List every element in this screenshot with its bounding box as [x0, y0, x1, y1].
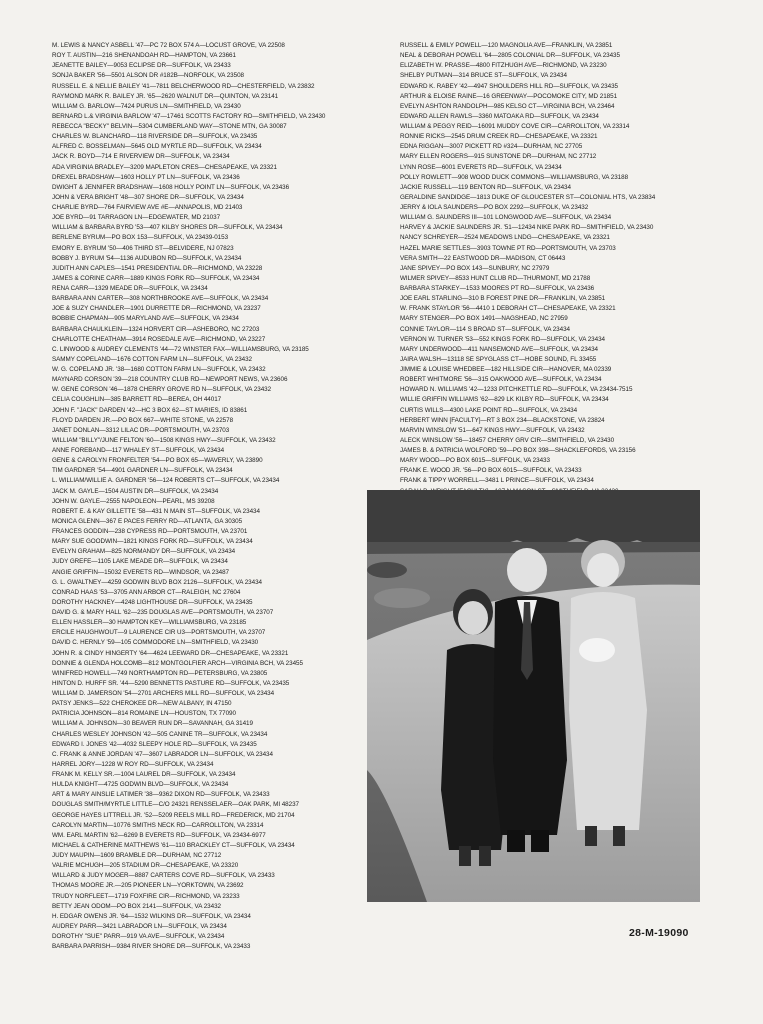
directory-entry: FLOYD DARDEN JR.—PO BOX 667—WHITE STONE, VA 22578: [52, 416, 234, 424]
directory-entry: EDNA RIGGAN—3007 PICKETT RD #324—DURHAM, NC 27705: [400, 143, 583, 151]
directory-entry: DONNIE & GLENDA HOLCOMB—812 MONTGOLFIER ARCH—VIRGINIA BCH, VA 23455: [52, 659, 303, 667]
directory-entry: CONNIE TAYLOR—114 S BROAD ST—SUFFOLK, VA 23434: [400, 325, 570, 333]
directory-entry: JUDITH ANN CAPLES—1541 PRESIDENTIAL DR—RICHMOND, VA 23228: [52, 264, 263, 272]
directory-entry: MARY UNDERWOOD—411 NANSEMOND AVE—SUFFOLK, VA 23434: [400, 345, 599, 353]
directory-entry: ELIZABETH W. PRASSE—4800 FITZHUGH AVE—RICHMOND, VA 23230: [400, 62, 607, 70]
directory-entry: JOE BYRD—91 TARRAGON LN—EDGEWATER, MD 21037: [52, 214, 221, 222]
directory-entry: MONICA GLENN—367 E PACES FERRY RD—ATLANTA, GA 30305: [52, 517, 243, 525]
directory-entry: BERNARD L.& VIRGINIA BARLOW '47—17461 SCOTTS FACTORY RD—SMITHFIELD, VA 23430: [52, 112, 326, 120]
directory-entry: TIM GARDNER '54—4901 GARDNER LN—SUFFOLK, VA 23434: [52, 467, 233, 475]
directory-entry: C. LINWOOD & AUDREY CLEMENTS '44—72 WINSTER FAX—WILLIAMSBURG, VA 23185: [52, 345, 309, 353]
directory-entry: MARY ELLEN ROGERS—915 SUNSTONE DR—DURHAM, NC 27712: [400, 153, 597, 161]
directory-entry: JIMMIE & LOUISE WHEDBEE—182 HILLSIDE CIR—HANOVER, MA 02339: [400, 366, 612, 373]
directory-entry: JUDY MAUPIN—1609 BRAMBLE DR—DURHAM, NC 27712: [52, 852, 222, 859]
directory-entry: WINIFRED HOWELL—749 NORTHAMPTON RD—PETERSBURG, VA 23805: [52, 669, 268, 677]
directory-entry: FRANK & TIPPY WORRELL—3481 L PRINCE—SUFFOLK, VA 23434: [400, 477, 594, 485]
directory-entry: ART & MARY AINSLIE LATIMER '38—9362 DIXON RD—SUFFOLK, VA 23433: [52, 791, 270, 799]
directory-entry: WM. EARL MARTIN '62—6269 B EVERETS RD—SUFFOLK, VA 23434-6977: [52, 831, 266, 839]
directory-entry: RAYMOND MARK R. BAILEY JR. '65—2620 WALNUT DR—QUINTON, VA 23141: [52, 92, 279, 100]
directory-entry: EMORY E. BYRUM '50—406 THIRD ST—BELVIDERE, NJ 07823: [52, 244, 234, 252]
directory-entry: ROY T. AUSTIN—216 SHENANDOAH RD—HAMPTON, VA 23661: [52, 52, 236, 60]
directory-entry: RENA CARR—1329 MEADE DR—SUFFOLK, VA 23434: [52, 285, 208, 292]
directory-entry: SHELBY PUTMAN—314 BRUCE ST—SUFFOLK, VA 23434: [400, 72, 567, 80]
directory-entry: ERCILE HAUGHWOUT—9 LAURENCE CIR U3—PORTSMOUTH, VA 23707: [52, 629, 266, 637]
directory-entry: JEANETTE BAILEY—9053 ECLIPSE DR—SUFFOLK, VA 23433: [52, 62, 231, 70]
directory-entry: JOHN W. GAYLE—2555 NAPOLEON—PEARL, MS 39208: [52, 497, 215, 505]
directory-entry: DREXEL BRADSHAW—1603 HOLLY PT LN—SUFFOLK, VA 23436: [52, 173, 240, 181]
directory-entry: JUDY GREFE—1105 LAKE MEADE DR—SUFFOLK, VA 23434: [52, 558, 228, 566]
directory-entry: WILLIAM "BILLY"/JUNE FELTON '60—1508 KINGS HWY—SUFFOLK, VA 23432: [52, 436, 276, 444]
directory-entry: W. G. COPELAND JR. '38—1680 COTTON FARM LN—SUFFOLK, VA 23432: [52, 366, 266, 373]
directory-entry: JOE & SUZY CHANDLER—1901 DURRETTE DR—RICHMOND, VA 23237: [52, 305, 261, 313]
directory-entry: WILLIAM D. JAMERSON '54—2701 ARCHERS MILL RD—SUFFOLK, VA 23434: [52, 690, 275, 697]
directory-entry: JANET DONLAN—3312 LILAC DR—PORTSMOUTH, VA 23703: [52, 426, 230, 434]
directory-entry: EDWARD ALLEN RAWLS—3360 MATOAKA RD—SUFFOLK, VA 23434: [400, 112, 599, 120]
directory-entry: CONRAD HAAS '53—3705 ANN ARBOR CT—RALEIGH, NC 27604: [52, 588, 241, 596]
directory-entry: WILLIAM G. BARLOW—7424 PURUS LN—SMITHFIELD, VA 23430: [52, 102, 241, 110]
directory-entry: JACK M. GAYLE—1504 AUSTIN DR—SUFFOLK, VA 23434: [52, 487, 219, 495]
directory-entry: CHARLES WESLEY JOHNSON '42—505 CANINE TR—SUFFOLK, VA 23434: [52, 730, 268, 738]
directory-entry: EVELYN ASHTON RANDOLPH—985 KELSO CT—VIRGINIA BCH, VA 23464: [400, 102, 615, 110]
directory-entry: HARVEY & JACKIE SAUNDERS JR. '51—12434 NIKE PARK RD—SMITHFIELD, VA 23430: [400, 224, 654, 232]
directory-entry: JOHN R. & CINDY HINGERTY '64—4624 LEEWARD DR—CHESAPEAKE, VA 23321: [52, 649, 289, 657]
directory-entry: ALECK WINSLOW '56—18457 CHERRY GRV CIR—SMITHFIELD, VA 23430: [400, 436, 615, 444]
directory-entry: MARY WOOD—PO BOX 6015—SUFFOLK, VA 23433: [400, 457, 550, 465]
directory-entry: JAMES B. & PATRICIA WOLFORD '59—PO BOX 398—SHACKLEFORDS, VA 23156: [400, 447, 636, 454]
directory-entry: GENE & CAROLYN FRONFELTER '54—PO BOX 65—WAVERLY, VA 23890: [52, 457, 263, 465]
page-code: 28-M-19090: [629, 927, 689, 939]
directory-entry: HINTON D. HURFF SR. '44—5290 BENNETTS PASTURE RD—SUFFOLK, VA 23435: [52, 679, 290, 687]
directory-entry: CHARLOTTE CHEATHAM—3914 ROSEDALE AVE—RICHMOND, VA 23227: [52, 335, 266, 343]
directory-entry: BARBARA CHAULKLEIN—1324 HORVERT CIR—ASHEBORO, NC 27203: [52, 325, 260, 333]
directory-entry: HAZEL MARIE SETTLES—3903 TOWNE PT RD—PORTSMOUTH, VA 23703: [400, 244, 616, 252]
directory-entry: L. WILLIAM/WILLIE A. GARDNER '56—124 ROBERTS CT—SUFFOLK, VA 23434: [52, 477, 280, 485]
directory-entry: SAMMY COPELAND—1676 COTTON FARM LN—SUFFOLK, VA 23432: [52, 355, 253, 363]
directory-entry: HERBERT WINN [FACULTY]—RT 3 BOX 234—BLACKSTONE, VA 23824: [400, 416, 605, 424]
directory-entry: DOUGLAS SMITH/MYRTLE LITTLE—C/O 24321 RENSSELAER—OAK PARK, MI 48237: [52, 801, 299, 809]
directory-entry: CURTIS WILLS—4300 LAKE POINT RD—SUFFOLK, VA 23434: [400, 406, 578, 414]
directory-entry: LYNN ROSE—6001 EVERETS RD—SUFFOLK, VA 23434: [400, 163, 562, 171]
directory-entry: DAVID G. & MARY HALL '62—235 DOUGLAS AVE—PORTSMOUTH, VA 23707: [52, 609, 274, 616]
directory-entry: FRANK M. KELLY SR.—1004 LAUREL DR—SUFFOLK, VA 23434: [52, 771, 236, 778]
directory-entry: ALFRED C. BOSSELMAN—5645 OLD MYRTLE RD—SUFFOLK, VA 23434: [52, 143, 262, 151]
directory-entry: BOBBY J. BYRUM '54—1136 AUDUBON RD—SUFFOLK, VA 23434: [52, 254, 242, 262]
directory-entry: EDWARD K. RABEY '42—4947 SHOULDERS HILL RD—SUFFOLK, VA 23435: [400, 82, 618, 90]
directory-entry: ELLEN HASSLER—30 HAMPTON KEY—WILLIAMSBURG, VA 23185: [52, 619, 247, 627]
group-photo: [367, 490, 700, 902]
directory-column-right: [400, 41, 732, 497]
directory-entry: JOHN & VERA BRIGHT '48—307 SHORE DR—SUFFOLK, VA 23434: [52, 193, 244, 201]
directory-entry: WILLIAM & BARBARA BYRD '53—407 KILBY SHORES DR—SUFFOLK, VA 23434: [52, 224, 283, 232]
directory-entry: WILMER SPIVEY—8533 HUNT CLUB RD—THURMONT, MD 21788: [400, 274, 591, 282]
directory-entry: AUDREY PARR—3421 LABRADOR LN—SUFFOLK, VA 23434: [52, 922, 227, 930]
directory-entry: ADA VIRGINIA BRADLEY—3209 MAPLETON CRES—CHESAPEAKE, VA 23321: [52, 163, 277, 171]
directory-entry: PATSY JENKS—522 CHEROKEE DR—NEW ALBANY, IN 47150: [52, 700, 232, 708]
directory-entry: JOE EARL STARLING—310 B FOREST PINE DR—FRANKLIN, VA 23851: [400, 295, 606, 303]
directory-entry: CELIA COUGHLIN—385 BARRETT RD—BEREA, OH 44017: [52, 396, 222, 404]
directory-entry: RONNIE RICKS—2545 DRUM CREEK RD—CHESAPEAKE, VA 23321: [400, 133, 598, 141]
directory-entry: WILLARD & JUDY MOGER—8887 CARTERS COVE RD—SUFFOLK, VA 23433: [52, 872, 275, 880]
directory-entry: TRUDY NORFLEET—1719 FOXFIRE CIR—RICHMOND, VA 23233: [52, 892, 240, 900]
directory-entry: WILLIAM A. JOHNSON—30 BEAVER RUN DR—SAVANNAH, GA 31419: [52, 720, 253, 728]
directory-entry: NANCY SCHREYER—2524 MEADOWS LNDG—CHESAPEAKE, VA 23321: [400, 234, 610, 242]
directory-entry: SONJA BAKER '56—5501 ALSON DR #182B—NORFOLK, VA 23508: [52, 72, 244, 80]
directory-entry: EDWARD I. JONES '42—4032 SLEEPY HOLE RD—SUFFOLK, VA 23435: [52, 740, 257, 748]
directory-entry: ANNE FOREBAND—117 WHALEY ST—SUFFOLK, VA 23434: [52, 447, 225, 454]
directory-entry: DAVID C. HERNLY '59—105 COMMODORE LN—SMITHFIELD, VA 23430: [52, 639, 259, 647]
directory-entry: RUSSELL E. & NELLIE BAILEY '41—7811 BELCHERWOOD RD—CHESTERFIELD, VA 23832: [52, 82, 315, 90]
directory-entry: GEORGE HAYES LITTRELL JR. '52—5209 REELS MILL RD—FREDERICK, MD 21704: [52, 811, 295, 819]
directory-entry: ROBERT E. & KAY GILLETTE '58—431 N MAIN ST—SUFFOLK, VA 23434: [52, 507, 260, 515]
directory-entry: BETTY JEAN ODOM—PO BOX 2141—SUFFOLK, VA 23432: [52, 902, 221, 910]
directory-entry: C. FRANK & ANNE JORDAN '47—3607 LABRADOR LN—SUFFOLK, VA 23434: [52, 750, 273, 758]
directory-entry: EVELYN GRAHAM—825 NORMANDY DR—SUFFOLK, VA 23434: [52, 548, 236, 556]
directory-entry: MICHAEL & CATHERINE MATTHEWS '61—110 BRACKLEY CT—SUFFOLK, VA 23434: [52, 841, 295, 849]
directory-entry: BERLENE BYRUM—PO BOX 153—SUFFOLK, VA 23439-0153: [52, 234, 229, 242]
directory-entry: ANGIE GRIFFIN—15032 EVERETS RD—WINDSOR, VA 23487: [52, 568, 229, 576]
directory-entry: ARTHUR & ELOISE RAINE—16 GREENWAY—POCOMOKE CITY, MD 21851: [400, 92, 618, 100]
directory-entry: FRANCES GODDIN—238 CYPRESS RD—PORTSMOUTH, VA 23701: [52, 528, 248, 535]
directory-entry: H. EDGAR OWENS JR. '64—1532 WILKINS DR—SUFFOLK, VA 23434: [52, 912, 251, 920]
directory-entry: DOROTHY HACKNEY—4248 LIGHTHOUSE DR—SUFFOLK, VA 23435: [52, 598, 253, 606]
directory-entry: WILLIE GRIFFIN WILLIAMS '62—829 LK KILBY RD—SUFFOLK, VA 23434: [400, 396, 609, 404]
directory-entry: RUSSELL & EMILY POWELL—120 MAGNOLIA AVE—FRANKLIN, VA 23851: [400, 42, 613, 49]
directory-entry: CHARLIE BYRD—764 FAIRVIEW AVE #E—ANNAPOLIS, MD 21403: [52, 204, 243, 211]
directory-entry: JACK R. BOYD—714 E RIVERVIEW DR—SUFFOLK, VA 23434: [52, 153, 230, 161]
directory-entry: FRANK E. WOOD JR. '56—PO BOX 6015—SUFFOLK, VA 23433: [400, 467, 582, 475]
directory-entry: GERALDINE SANDIDGE—1813 DUKE OF GLOUCESTER ST—COLONIAL HTS, VA 23834: [400, 193, 656, 201]
directory-entry: DOROTHY "SUE" PARR—919 VA AVE—SUFFOLK, VA 23434: [52, 933, 225, 940]
directory-entry: MARY SUE GOODWIN—1821 KINGS FORK RD—SUFFOLK, VA 23434: [52, 538, 253, 546]
directory-entry: HULDA KNIGHT—4725 GODWIN BLVD—SUFFOLK, VA 23434: [52, 781, 229, 789]
directory-entry: NEAL & DEBORAH POWELL '64—2805 COLONIAL DR—SUFFOLK, VA 23435: [400, 52, 620, 60]
directory-entry: G. L. GWALTNEY—4259 GODWIN BLVD BOX 2126—SUFFOLK, VA 23434: [52, 578, 262, 586]
directory-entry: JERRY & IOLA SAUNDERS—PO BOX 2292—SUFFOLK, VA 23432: [400, 204, 589, 211]
directory-entry: MARVIN WINSLOW '51—647 KINGS HWY—SUFFOLK, VA 23432: [400, 426, 585, 434]
directory-entry: BARBARA ANN CARTER—308 NORTHBROOKE AVE—SUFFOLK, VA 23434: [52, 295, 269, 303]
directory-entry: W. GENE CORSON '46—1878 CHERRY GROVE RD N—SUFFOLK, VA 23432: [52, 386, 272, 394]
directory-entry: WILLIAM G. SAUNDERS III—101 LONGWOOD AVE—SUFFOLK, VA 23434: [400, 214, 612, 222]
directory-entry: JAIRA WALSH—13118 SE SPYGLASS CT—HOBE SOUND, FL 33455: [400, 355, 597, 363]
directory-entry: MAYNARD CORSON '39—218 COUNTRY CLUB RD—NEWPORT NEWS, VA 23606: [52, 376, 288, 384]
directory-entry: BARBARA STARKEY—1533 MOORES PT RD—SUFFOLK, VA 23436: [400, 285, 595, 292]
directory-entry: CHARLES W. BLANCHARD—118 RIVERSIDE DR—SUFFOLK, VA 23435: [52, 133, 258, 141]
directory-entry: VERA SMITH—22 EASTWOOD DR—MADISON, CT 06443: [400, 254, 566, 262]
directory-entry: VERNON W. TURNER '53—552 KINGS FORK RD—SUFFOLK, VA 23434: [400, 335, 605, 343]
directory-entry: ROBERT WHITMORE '56—315 OAKWOOD AVE—SUFFOLK, VA 23434: [400, 376, 602, 384]
directory-entry: HOWARD N. WILLIAMS '42—1233 PITCHKETTLE RD—SUFFOLK, VA 23434-7515: [400, 386, 633, 394]
directory-entry: JAMES & CORINE CARR—1889 KINGS FORK RD—SUFFOLK, VA 23434: [52, 274, 260, 282]
directory-column-left: [52, 41, 358, 952]
directory-entry: THOMAS MOORE JR.—205 PIONEER LN—YORKTOWN, VA 23692: [52, 882, 244, 890]
directory-entry: VALRIE MCHUGH—205 STADIUM DR—CHESAPEAKE, VA 23320: [52, 862, 239, 870]
directory-entry: JOHN F. "JACK" DARDEN '42—HC 3 BOX 62—ST MARIES, ID 83861: [52, 406, 248, 414]
directory-entry: PATRICIA JOHNSON—814 ROMAINE LN—HOUSTON, TX 77090: [52, 710, 236, 718]
directory-entry: M. LEWIS & NANCY ASBELL '47—PC 72 BOX 574 A—LOCUST GROVE, VA 22508: [52, 42, 285, 49]
directory-entry: BARBARA PARRISH—9384 RIVER SHORE DR—SUFFOLK, VA 23433: [52, 943, 251, 951]
directory-entry: W. FRANK STAYLOR '56—4410 1 DEBORAH CT—CHESAPEAKE, VA 23321: [400, 305, 616, 313]
directory-entry: WILLIAM & PEGGY REID—16091 MUDDY COVE CIR—CARROLLTON, VA 23314: [400, 123, 630, 130]
directory-entry: JANE SPIVEY—PO BOX 143—SUNBURY, NC 27979: [400, 264, 550, 272]
directory-entry: BOBBIE CHAPMAN—905 MARYLAND AVE—SUFFOLK, VA 23434: [52, 315, 239, 323]
directory-entry: REBECCA "BECKY" BELVIN—5304 CUMBERLAND WAY—STONE MTN, GA 30087: [52, 123, 287, 130]
directory-entry: MARY STENGER—PO BOX 1491—NAGSHEAD, NC 27959: [400, 315, 568, 323]
directory-entry: JACKIE RUSSELL—119 BENTON RD—SUFFOLK, VA 23434: [400, 183, 571, 191]
directory-entry: CAROLYN MARTIN—10776 SMITHS NECK RD—CARROLLTON, VA 23314: [52, 821, 264, 829]
directory-entry: DWIGHT & JENNIFER BRADSHAW—1608 HOLLY POINT LN—SUFFOLK, VA 23436: [52, 183, 290, 191]
directory-entry: POLLY ROWLETT—908 WOOD DUCK COMMONS—WILLIAMSBURG, VA 23188: [400, 173, 629, 181]
directory-entry: HARREL JORY—1228 W ROY RD—SUFFOLK, VA 23434: [52, 760, 214, 768]
